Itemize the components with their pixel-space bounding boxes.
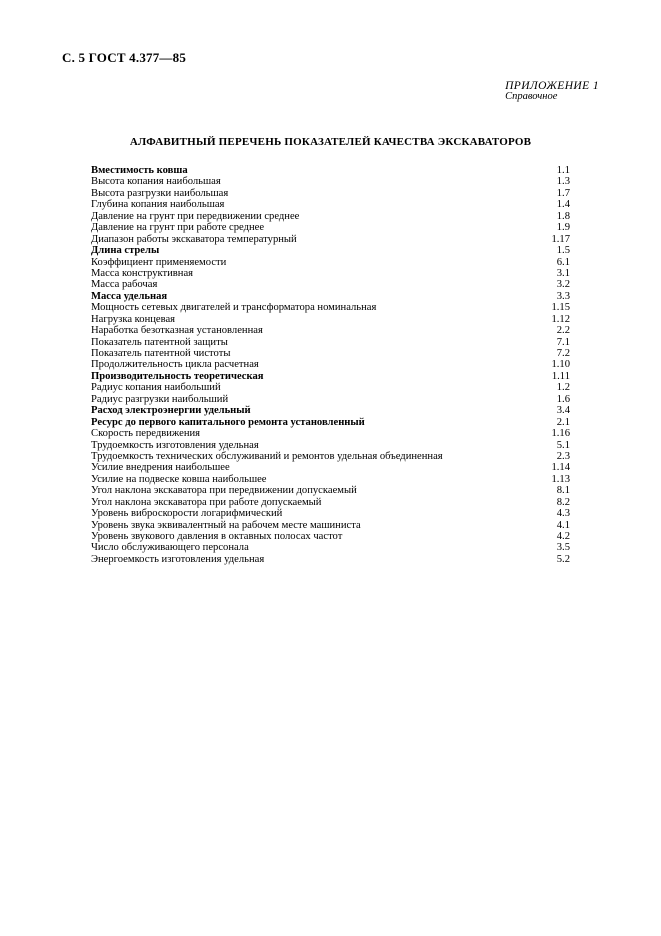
indicator-section-number: 3.4 xyxy=(556,405,570,417)
indicator-section-number: 3.3 xyxy=(556,290,570,302)
indicator-name: Радиус разгрузки наибольший xyxy=(91,393,229,405)
indicator-name: Диапазон работы экскаватора температурный xyxy=(91,233,297,245)
list-item xyxy=(91,371,570,382)
list-item xyxy=(91,531,570,542)
indicator-name: Показатель патентной чистоты xyxy=(91,348,231,359)
list-item xyxy=(91,199,570,210)
indicator-name: Ресурс до первого капитального ремонта установленный xyxy=(91,416,365,428)
list-item xyxy=(91,405,570,416)
indicator-section-number: 2.3 xyxy=(556,450,570,462)
list-item xyxy=(91,394,570,405)
list-item xyxy=(91,188,570,199)
list-item xyxy=(91,211,570,222)
list-item xyxy=(91,234,570,245)
indicator-name: Усилие внедрения наибольшее xyxy=(91,462,230,474)
indicator-name: Давление на грунт при передвижении среднее xyxy=(91,210,300,222)
list-item xyxy=(91,520,570,531)
indicator-section-number: 4.1 xyxy=(556,519,570,531)
list-item xyxy=(91,440,570,451)
indicator-section-number: 1.3 xyxy=(556,176,570,188)
indicator-section-number: 1.6 xyxy=(556,393,570,405)
list-item xyxy=(91,222,570,233)
appendix-label: ПРИЛОЖЕНИЕ 1 xyxy=(505,80,599,92)
indicator-section-number: 4.3 xyxy=(556,508,570,520)
list-item xyxy=(91,176,570,187)
indicator-name: Показатель патентной защиты xyxy=(91,336,228,348)
indicator-name: Трудоемкость изготовления удельная xyxy=(91,439,259,451)
indicator-section-number: 1.7 xyxy=(556,187,570,199)
indicator-section-number: 5.1 xyxy=(556,439,570,451)
indicator-section-number: 4.2 xyxy=(556,531,570,542)
indicator-name: Давление на грунт при работе среднее xyxy=(91,222,265,234)
indicator-section-number: 1.14 xyxy=(551,462,570,474)
list-item xyxy=(91,302,570,313)
list-item xyxy=(91,542,570,553)
list-item xyxy=(91,508,570,519)
indicator-name: Высота разгрузки наибольшая xyxy=(91,187,229,199)
indicator-section-number: 3.1 xyxy=(556,267,570,279)
indicator-section-number: 1.12 xyxy=(551,313,570,325)
indicator-section-number: 2.1 xyxy=(556,416,570,428)
indicator-name: Усилие на подвеске ковша наибольшее xyxy=(91,473,267,485)
indicator-name: Уровень звука эквивалентный на рабочем месте машиниста xyxy=(91,519,361,531)
list-item xyxy=(91,417,570,428)
indicator-section-number: 1.11 xyxy=(551,370,570,382)
indicator-section-number: 8.1 xyxy=(556,485,570,497)
indicator-section-number: 2.2 xyxy=(556,325,570,337)
list-item xyxy=(91,245,570,256)
indicator-section-number: 1.2 xyxy=(556,382,570,394)
indicator-name: Скорость передвижения xyxy=(91,428,201,440)
list-item xyxy=(91,325,570,336)
indicator-name: Уровень виброскорости логарифмический xyxy=(91,508,283,520)
list-item xyxy=(91,428,570,439)
indicator-section-number: 1.16 xyxy=(551,428,570,440)
indicator-name: Производительность теоретическая xyxy=(91,370,264,382)
indicator-section-number: 1.1 xyxy=(556,165,570,176)
indicator-name: Масса удельная xyxy=(91,290,168,302)
indicator-section-number: 5.2 xyxy=(556,553,570,565)
indicator-name: Продолжительность цикла расчетная xyxy=(91,359,259,371)
indicator-name: Нагрузка концевая xyxy=(91,313,176,325)
indicator-name: Расход электроэнергии удельный xyxy=(91,405,251,417)
indicator-name: Глубина копания наибольшая xyxy=(91,199,225,211)
indicator-name: Мощность сетевых двигателей и трансформатора номинальная xyxy=(91,302,377,314)
indicator-name: Число обслуживающего персонала xyxy=(91,542,249,554)
indicator-name: Радиус копания наибольший xyxy=(91,382,221,394)
page-header: С. 5 ГОСТ 4.377—85 xyxy=(62,50,187,65)
index-list xyxy=(91,165,570,565)
list-item xyxy=(91,497,570,508)
indicator-section-number: 6.1 xyxy=(556,256,570,268)
list-item xyxy=(91,291,570,302)
list-item xyxy=(91,279,570,290)
indicator-section-number: 3.5 xyxy=(556,542,570,554)
indicator-name: Уровень звукового давления в октавных полосах частот xyxy=(91,531,343,542)
indicator-section-number: 7.2 xyxy=(556,348,570,359)
indicator-name: Угол наклона экскаватора при работе допускаемый xyxy=(91,496,322,508)
indicator-section-number: 1.5 xyxy=(556,245,570,257)
indicator-name: Наработка безотказная установленная xyxy=(91,325,263,337)
indicator-section-number: 3.2 xyxy=(556,279,570,291)
list-item xyxy=(91,485,570,496)
list-item xyxy=(91,314,570,325)
list-item xyxy=(91,257,570,268)
list-item xyxy=(91,359,570,370)
list-item xyxy=(91,554,570,565)
indicator-name: Трудоемкость технических обслуживаний и ремонтов удельная объединенная xyxy=(91,450,443,462)
list-item xyxy=(91,348,570,359)
indicator-section-number: 7.1 xyxy=(556,336,570,348)
indicator-name: Угол наклона экскаватора при передвижении допускаемый xyxy=(91,485,357,497)
indicator-name: Масса рабочая xyxy=(91,279,158,291)
list-item xyxy=(91,474,570,485)
appendix-sublabel: Справочное xyxy=(505,91,558,102)
document-title: АЛФАВИТНЫЙ ПЕРЕЧЕНЬ ПОКАЗАТЕЛЕЙ КАЧЕСТВА ЭКСКАВАТОРОВ xyxy=(129,136,532,148)
list-item xyxy=(91,268,570,279)
indicator-name: Коэффициент применяемости xyxy=(91,256,227,268)
list-item xyxy=(91,451,570,462)
indicator-section-number: 1.9 xyxy=(556,222,570,234)
indicator-name: Энергоемкость изготовления удельная xyxy=(91,553,265,565)
indicator-section-number: 1.17 xyxy=(551,233,570,245)
list-item xyxy=(91,462,570,473)
indicator-name: Высота копания наибольшая xyxy=(91,176,221,188)
indicator-name: Вместимость ковша xyxy=(91,165,188,176)
list-item xyxy=(91,382,570,393)
indicator-section-number: 8.2 xyxy=(556,496,570,508)
indicator-section-number: 1.15 xyxy=(551,302,570,314)
indicator-name: Длина стрелы xyxy=(91,245,160,257)
list-item xyxy=(91,165,570,176)
list-item xyxy=(91,337,570,348)
indicator-section-number: 1.10 xyxy=(551,359,570,371)
indicator-section-number: 1.8 xyxy=(556,210,570,222)
indicator-section-number: 1.13 xyxy=(551,473,570,485)
indicator-name: Масса конструктивная xyxy=(91,267,194,279)
indicator-section-number: 1.4 xyxy=(556,199,570,211)
appendix-label-block xyxy=(505,80,599,102)
